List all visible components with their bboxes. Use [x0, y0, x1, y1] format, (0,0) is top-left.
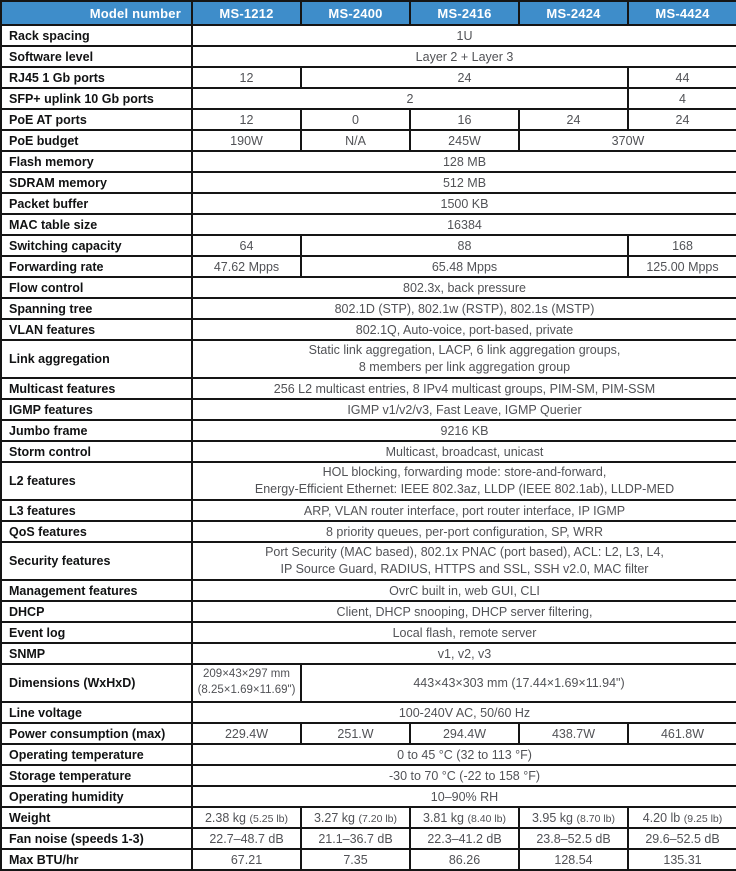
spec-value-cell — [628, 67, 736, 88]
row-label: RJ45 1 Gb ports — [1, 67, 192, 88]
spec-value-cell — [301, 235, 628, 256]
spec-value-text: 88 — [457, 238, 472, 253]
spec-value-text: 2 — [406, 91, 414, 106]
spec-value-cell — [192, 256, 301, 277]
row-label: PoE budget — [1, 130, 192, 151]
spec-value-text: ARP, VLAN router interface, port router interface, IP IGMP — [303, 503, 626, 518]
spec-value-text: 64 — [239, 238, 254, 253]
spec-value-text: 16 — [457, 112, 472, 127]
spec-value-line: IP Source Guard, RADIUS, HTTPS and SSL, SSH v2.0, MAC filter — [280, 562, 649, 576]
table-row — [1, 828, 736, 849]
table-row — [1, 521, 736, 542]
table-row — [1, 256, 736, 277]
spec-value-cell — [192, 151, 736, 172]
spec-value-text: 3.95 kg — [531, 810, 573, 825]
spec-value-text: -30 to 70 °C (-22 to 158 °F) — [388, 768, 541, 783]
table-row — [1, 25, 736, 46]
spec-value-text: 128.54 — [554, 852, 593, 867]
spec-value-secondary-text: (5.25 lb) — [249, 812, 289, 825]
spec-value-text: 802.3x, back pressure — [403, 280, 526, 295]
table-row — [1, 319, 736, 340]
table-row — [1, 151, 736, 172]
model-column-header-ms-2424: MS-2424 — [519, 1, 628, 25]
model-column-header-ms-2400: MS-2400 — [301, 1, 410, 25]
spec-value-cell — [519, 849, 628, 870]
spec-value-cell — [410, 807, 519, 828]
spec-value-cell — [192, 542, 736, 580]
spec-value-text: 245W — [448, 133, 481, 148]
spec-value-text: OvrC built in, web GUI, CLI — [389, 583, 540, 598]
spec-value-cell — [192, 723, 301, 744]
row-label: Management features — [1, 580, 192, 601]
spec-value-text: 128 MB — [442, 154, 487, 169]
table-body — [1, 25, 736, 870]
row-label: Forwarding rate — [1, 256, 192, 277]
row-label: Flash memory — [1, 151, 192, 172]
spec-value-secondary-text: (8.40 lb) — [467, 812, 507, 825]
spec-value-text: 0 to 45 °C (32 to 113 °F) — [397, 747, 532, 762]
spec-value-text: 229.4W — [224, 726, 269, 741]
table-row — [1, 109, 736, 130]
row-label: QoS features — [1, 521, 192, 542]
spec-value-text: 3.27 kg — [313, 810, 355, 825]
spec-value-cell — [628, 109, 736, 130]
spec-value-cell — [628, 723, 736, 744]
spec-value-text: 443×43×303 mm (17.44×1.69×11.94") — [413, 676, 625, 690]
spec-value-text: 29.6–52.5 dB — [645, 831, 720, 846]
spec-value-text: 190W — [230, 133, 263, 148]
model-column-header-ms-4424: MS-4424 — [628, 1, 736, 25]
table-row — [1, 214, 736, 235]
spec-value-text: 7.35 — [343, 852, 368, 867]
model-column-header-ms-1212: MS-1212 — [192, 1, 301, 25]
spec-value-cell — [192, 399, 736, 420]
spec-value-cell — [192, 25, 736, 46]
spec-value-cell — [192, 500, 736, 521]
row-label: SFP+ uplink 10 Gb ports — [1, 88, 192, 109]
spec-value-cell — [192, 130, 301, 151]
spec-value-cell — [301, 807, 410, 828]
spec-value-cell — [192, 786, 736, 807]
spec-value-text: 512 MB — [442, 175, 487, 190]
spec-value-cell — [192, 46, 736, 67]
spec-value-cell — [519, 828, 628, 849]
spec-value-text: 125.00 Mpps — [646, 259, 719, 274]
table-row — [1, 46, 736, 67]
row-label: Line voltage — [1, 702, 192, 723]
spec-value-text: 8 priority queues, per-port configuration, SP, WRR — [326, 524, 603, 539]
spec-value-cell — [192, 214, 736, 235]
spec-value-text: 294.4W — [442, 726, 487, 741]
spec-value-text: 9216 KB — [440, 423, 489, 438]
spec-value-cell — [192, 849, 301, 870]
spec-value-cell — [192, 462, 736, 500]
spec-value-cell — [301, 130, 410, 151]
spec-value-cell — [192, 420, 736, 441]
spec-value-text: 802.1D (STP), 802.1w (RSTP), 802.1s (MSTP) — [334, 301, 595, 316]
spec-value-text: 12 — [239, 70, 254, 85]
spec-value-text: 168 — [672, 238, 693, 253]
spec-value-cell — [628, 88, 736, 109]
row-label: Power consumption (max) — [1, 723, 192, 744]
table-row — [1, 235, 736, 256]
table-row — [1, 130, 736, 151]
row-label: Flow control — [1, 277, 192, 298]
spec-value-text: 24 — [457, 70, 472, 85]
spec-value-cell — [192, 664, 301, 702]
table-header — [1, 1, 736, 25]
row-label: L3 features — [1, 500, 192, 521]
spec-value-text: 438.7W — [551, 726, 596, 741]
spec-value-cell — [519, 130, 736, 151]
spec-value-cell — [192, 601, 736, 622]
row-label: Packet buffer — [1, 193, 192, 214]
spec-value-cell — [519, 807, 628, 828]
spec-value-cell — [192, 807, 301, 828]
spec-value-cell — [301, 828, 410, 849]
spec-value-cell — [410, 828, 519, 849]
table-row — [1, 744, 736, 765]
spec-value-text: 2.38 kg — [204, 810, 246, 825]
spec-value-text: 16384 — [447, 217, 482, 232]
row-label: Rack spacing — [1, 25, 192, 46]
spec-value-cell — [410, 723, 519, 744]
spec-value-cell — [519, 723, 628, 744]
spec-value-cell — [301, 723, 410, 744]
spec-value-text: 12 — [239, 112, 254, 127]
table-row — [1, 88, 736, 109]
spec-value-cell — [301, 664, 736, 702]
spec-value-text: 22.7–48.7 dB — [209, 831, 284, 846]
row-label: MAC table size — [1, 214, 192, 235]
spec-value-text: 3.81 kg — [422, 810, 464, 825]
table-row — [1, 378, 736, 399]
spec-value-cell — [301, 256, 628, 277]
table-row — [1, 807, 736, 828]
spec-value-cell — [192, 441, 736, 462]
spec-value-text: 24 — [675, 112, 690, 127]
spec-value-line: Port Security (MAC based), 802.1x PNAC (port based), ACL: L2, L3, L4, — [265, 544, 664, 559]
spec-value-line: 8 members per link aggregation group — [358, 360, 571, 374]
table-row — [1, 580, 736, 601]
row-label: Software level — [1, 46, 192, 67]
spec-value-text: 47.62 Mpps — [213, 259, 280, 274]
spec-value-cell — [192, 340, 736, 378]
spec-value-text: Layer 2 + Layer 3 — [415, 49, 514, 64]
spec-value-text: 86.26 — [448, 852, 481, 867]
spec-value-text: 24 — [566, 112, 581, 127]
spec-value-cell — [301, 67, 628, 88]
spec-value-text: 21.1–36.7 dB — [318, 831, 393, 846]
row-label: Dimensions (WxHxD) — [1, 664, 192, 702]
spec-value-cell — [192, 622, 736, 643]
row-label: Jumbo frame — [1, 420, 192, 441]
spec-value-cell — [628, 849, 736, 870]
row-label: Storm control — [1, 441, 192, 462]
table-row — [1, 664, 736, 702]
spec-value-cell — [192, 319, 736, 340]
spec-value-cell — [192, 744, 736, 765]
row-label: Operating temperature — [1, 744, 192, 765]
spec-value-cell — [192, 88, 628, 109]
table-row — [1, 67, 736, 88]
table-row — [1, 702, 736, 723]
table-row — [1, 786, 736, 807]
spec-value-text: v1, v2, v3 — [437, 646, 492, 661]
spec-value-text: 1U — [456, 28, 473, 43]
row-label: L2 features — [1, 462, 192, 500]
row-label: VLAN features — [1, 319, 192, 340]
spec-value-cell — [192, 521, 736, 542]
table-row — [1, 193, 736, 214]
row-label: Security features — [1, 542, 192, 580]
spec-value-secondary-text: (7.20 lb) — [358, 812, 398, 825]
spec-value-cell — [192, 277, 736, 298]
table-row — [1, 420, 736, 441]
row-label: Multicast features — [1, 378, 192, 399]
row-label: Event log — [1, 622, 192, 643]
table-row — [1, 298, 736, 319]
spec-value-cell — [628, 807, 736, 828]
spec-value-text: 23.8–52.5 dB — [536, 831, 611, 846]
spec-value-line: (8.25×1.69×11.69") — [197, 684, 296, 696]
table-row — [1, 723, 736, 744]
spec-value-text: Local flash, remote server — [392, 625, 537, 640]
spec-value-text: 67.21 — [230, 852, 263, 867]
spec-value-text: 4.20 lb — [642, 810, 681, 825]
table-row — [1, 277, 736, 298]
spec-value-text: 0 — [352, 112, 359, 127]
spec-value-text: N/A — [345, 133, 366, 148]
table-row — [1, 643, 736, 664]
spec-value-text: Multicast, broadcast, unicast — [385, 444, 544, 459]
spec-value-text: 10–90% RH — [430, 789, 499, 804]
spec-value-cell — [192, 193, 736, 214]
spec-value-cell — [301, 109, 410, 130]
spec-value-text: 44 — [675, 70, 690, 85]
row-label: PoE AT ports — [1, 109, 192, 130]
spec-value-text: Client, DHCP snooping, DHCP server filtering, — [336, 604, 593, 619]
spec-value-cell — [410, 849, 519, 870]
row-label: Switching capacity — [1, 235, 192, 256]
spec-value-secondary-text: (9.25 lb) — [683, 812, 723, 825]
spec-value-cell — [192, 109, 301, 130]
spec-value-line: 209×43×297 mm — [203, 668, 290, 681]
spec-value-cell — [192, 235, 301, 256]
table-row — [1, 542, 736, 580]
spec-value-text: 4 — [679, 91, 686, 106]
spec-value-cell — [628, 235, 736, 256]
row-label: Spanning tree — [1, 298, 192, 319]
table-row — [1, 849, 736, 870]
spec-value-text: 461.8W — [660, 726, 705, 741]
header-row — [1, 1, 736, 25]
spec-value-cell — [192, 580, 736, 601]
row-label: Max BTU/hr — [1, 849, 192, 870]
table-row — [1, 399, 736, 420]
model-column-header-ms-2416: MS-2416 — [410, 1, 519, 25]
spec-value-line: Energy-Efficient Ethernet: IEEE 802.3az, LLDP (IEEE 802.1ab), LLDP-MED — [254, 482, 675, 496]
table-row — [1, 622, 736, 643]
table-row — [1, 462, 736, 500]
spec-value-cell — [192, 172, 736, 193]
table-row — [1, 500, 736, 521]
row-label: Storage temperature — [1, 765, 192, 786]
spec-value-cell — [410, 109, 519, 130]
row-label: Link aggregation — [1, 340, 192, 378]
spec-value-text: 370W — [611, 133, 645, 148]
spec-value-cell — [192, 702, 736, 723]
table-row — [1, 441, 736, 462]
spec-value-cell — [301, 849, 410, 870]
spec-value-text: 251.W — [337, 726, 374, 741]
spec-value-line: Static link aggregation, LACP, 6 link aggregation groups, — [308, 342, 621, 357]
row-label: SNMP — [1, 643, 192, 664]
table-row — [1, 172, 736, 193]
spec-value-text: 256 L2 multicast entries, 8 IPv4 multicast groups, PIM-SM, PIM-SSM — [273, 381, 656, 396]
spec-value-cell — [192, 765, 736, 786]
spec-value-text: 802.1Q, Auto-voice, port-based, private — [355, 322, 574, 337]
spec-value-cell — [192, 67, 301, 88]
row-label: Operating humidity — [1, 786, 192, 807]
spec-value-text: 1500 KB — [440, 196, 489, 211]
model-number-header: Model number — [1, 1, 192, 25]
row-label: Fan noise (speeds 1-3) — [1, 828, 192, 849]
spec-value-text: 135.31 — [663, 852, 702, 867]
row-label: DHCP — [1, 601, 192, 622]
spec-value-text: 22.3–41.2 dB — [427, 831, 502, 846]
row-label: SDRAM memory — [1, 172, 192, 193]
table-row — [1, 765, 736, 786]
spec-value-secondary-text: (8.70 lb) — [576, 812, 616, 825]
row-label: Weight — [1, 807, 192, 828]
spec-value-text: 100-240V AC, 50/60 Hz — [398, 705, 531, 720]
spec-value-cell — [192, 298, 736, 319]
spec-value-text: IGMP v1/v2/v3, Fast Leave, IGMP Querier — [347, 402, 582, 417]
row-label: IGMP features — [1, 399, 192, 420]
spec-value-cell — [628, 256, 736, 277]
table-row — [1, 601, 736, 622]
spec-value-cell — [192, 643, 736, 664]
spec-value-cell — [192, 378, 736, 399]
table-row — [1, 340, 736, 378]
spec-value-line: HOL blocking, forwarding mode: store-and-forward, — [322, 464, 607, 479]
spec-value-cell — [519, 109, 628, 130]
spec-value-cell — [628, 828, 736, 849]
spec-value-cell — [192, 828, 301, 849]
spec-value-cell — [410, 130, 519, 151]
spec-value-text: 65.48 Mpps — [431, 259, 498, 274]
